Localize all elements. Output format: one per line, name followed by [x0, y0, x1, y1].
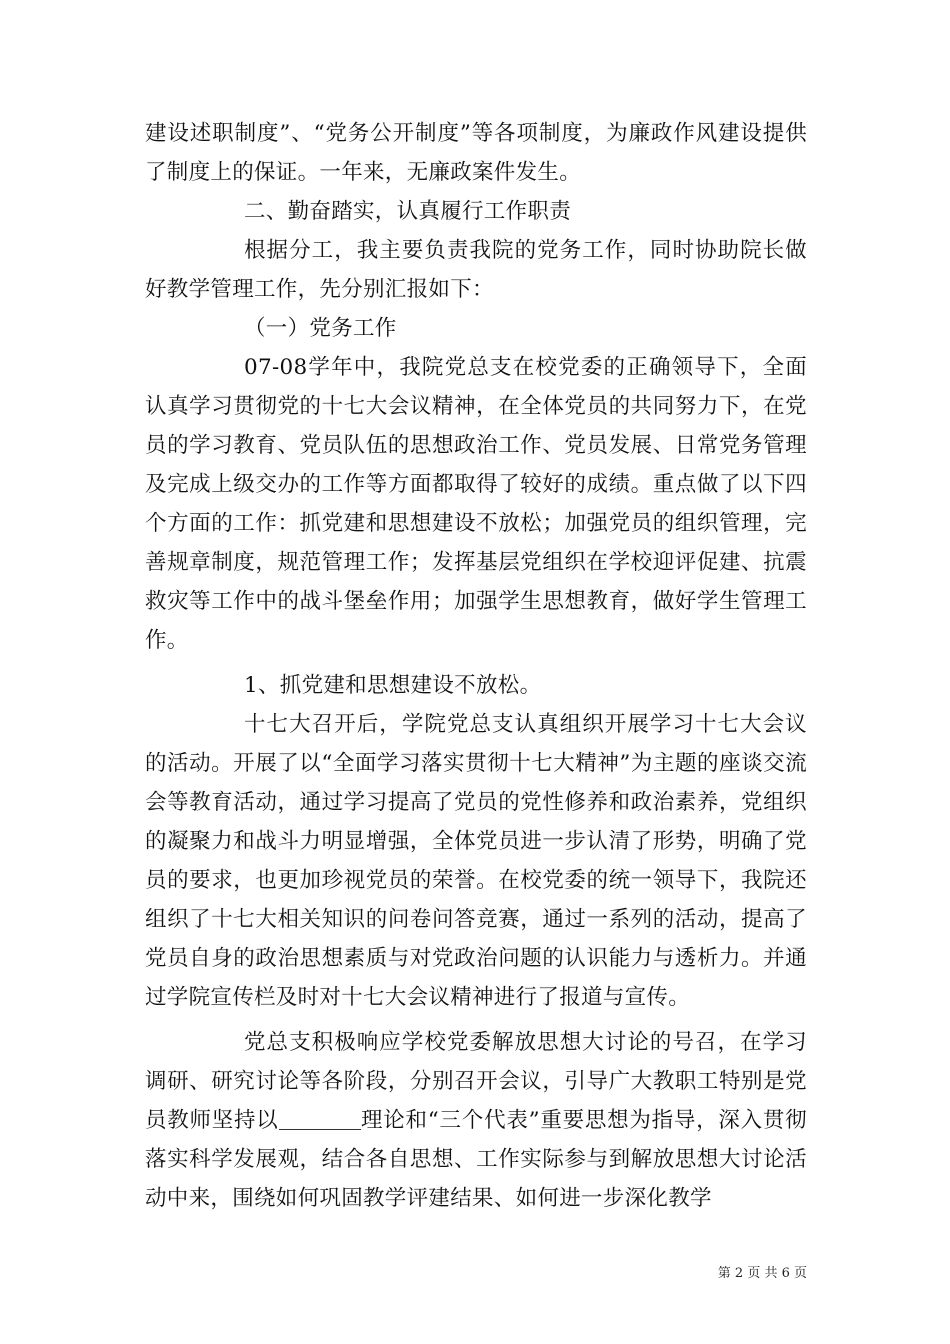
paragraph-continuation: 建设述职制度”、“党务公开制度”等各项制度，为廉政作风建设提供了制度上的保证。一年来，无廉政案件发生。	[145, 121, 807, 185]
subsection-heading-party-work: （一）党务工作	[244, 316, 397, 341]
paragraph-duties: 根据分工，我主要负责我院的党务工作，同时协助院长做好教学管理工作，先分别汇报如下：	[145, 238, 807, 302]
paragraph-party-work: 07-08学年中，我院党总支在校党委的正确领导下，全面认真学习贯彻党的十七大会议精神，在全体党员的共同努力下，在党员的学习教育、党员队伍的思想政治工作、党员发展、日常党务管理及完成上级交办的工作等方面都取得了较好的成绩。重点做了以下四个方面的工作：抓党建和思想建设不放松；加强党员的组织管理，完善规章制度，规范管理工作；发挥基层党组织在学校迎评促建、抗震救灾等工作中的战斗堡垒作用；加强学生思想教育，做好学生管理工作。	[145, 355, 807, 653]
page-number-footer: 第 2 页 共 6 页	[717, 1266, 807, 1281]
item-heading-1: 1、抓党建和思想建设不放松。	[244, 673, 542, 698]
body-text	[145, 114, 807, 1218]
blank-underline	[279, 1108, 361, 1131]
paragraph-discussion	[145, 1023, 807, 1218]
paragraph-discussion-part1: 党总支积极响应学校党委解放思想大讨论的号召，在学习调研、研究讨论等各阶段，分别召开会议，引导广大教职工特别是党员教师坚持以	[145, 1030, 807, 1133]
section-heading-2: 二、勤奋踏实，认真履行工作职责	[244, 199, 572, 224]
paragraph-discussion-part2: 理论和“三个代表”重要思想为指导，深入贯彻落实科学发展观，结合各自思想、工作实际参与到解放思想大讨论活动中来，围绕如何巩固教学评建结果、如何进一步深化教学	[145, 1108, 807, 1211]
paragraph-study: 十七大召开后，学院党总支认真组织开展学习十七大会议的活动。开展了以“全面学习落实贯彻十七大精神”为主题的座谈交流会等教育活动，通过学习提高了党员的党性修养和政治素养，党组织的凝聚力和战斗力明显增强，全体党员进一步认清了形势，明确了党员的要求，也更加珍视党员的荣誉。在校党委的统一领导下，我院还组织了十七大相关知识的问卷问答竞赛，通过一系列的活动，提高了党员自身的政治思想素质与对党政治问题的认识能力与透析力。并通过学院宣传栏及时对十七大会议精神进行了报道与宣传。	[145, 712, 807, 1010]
